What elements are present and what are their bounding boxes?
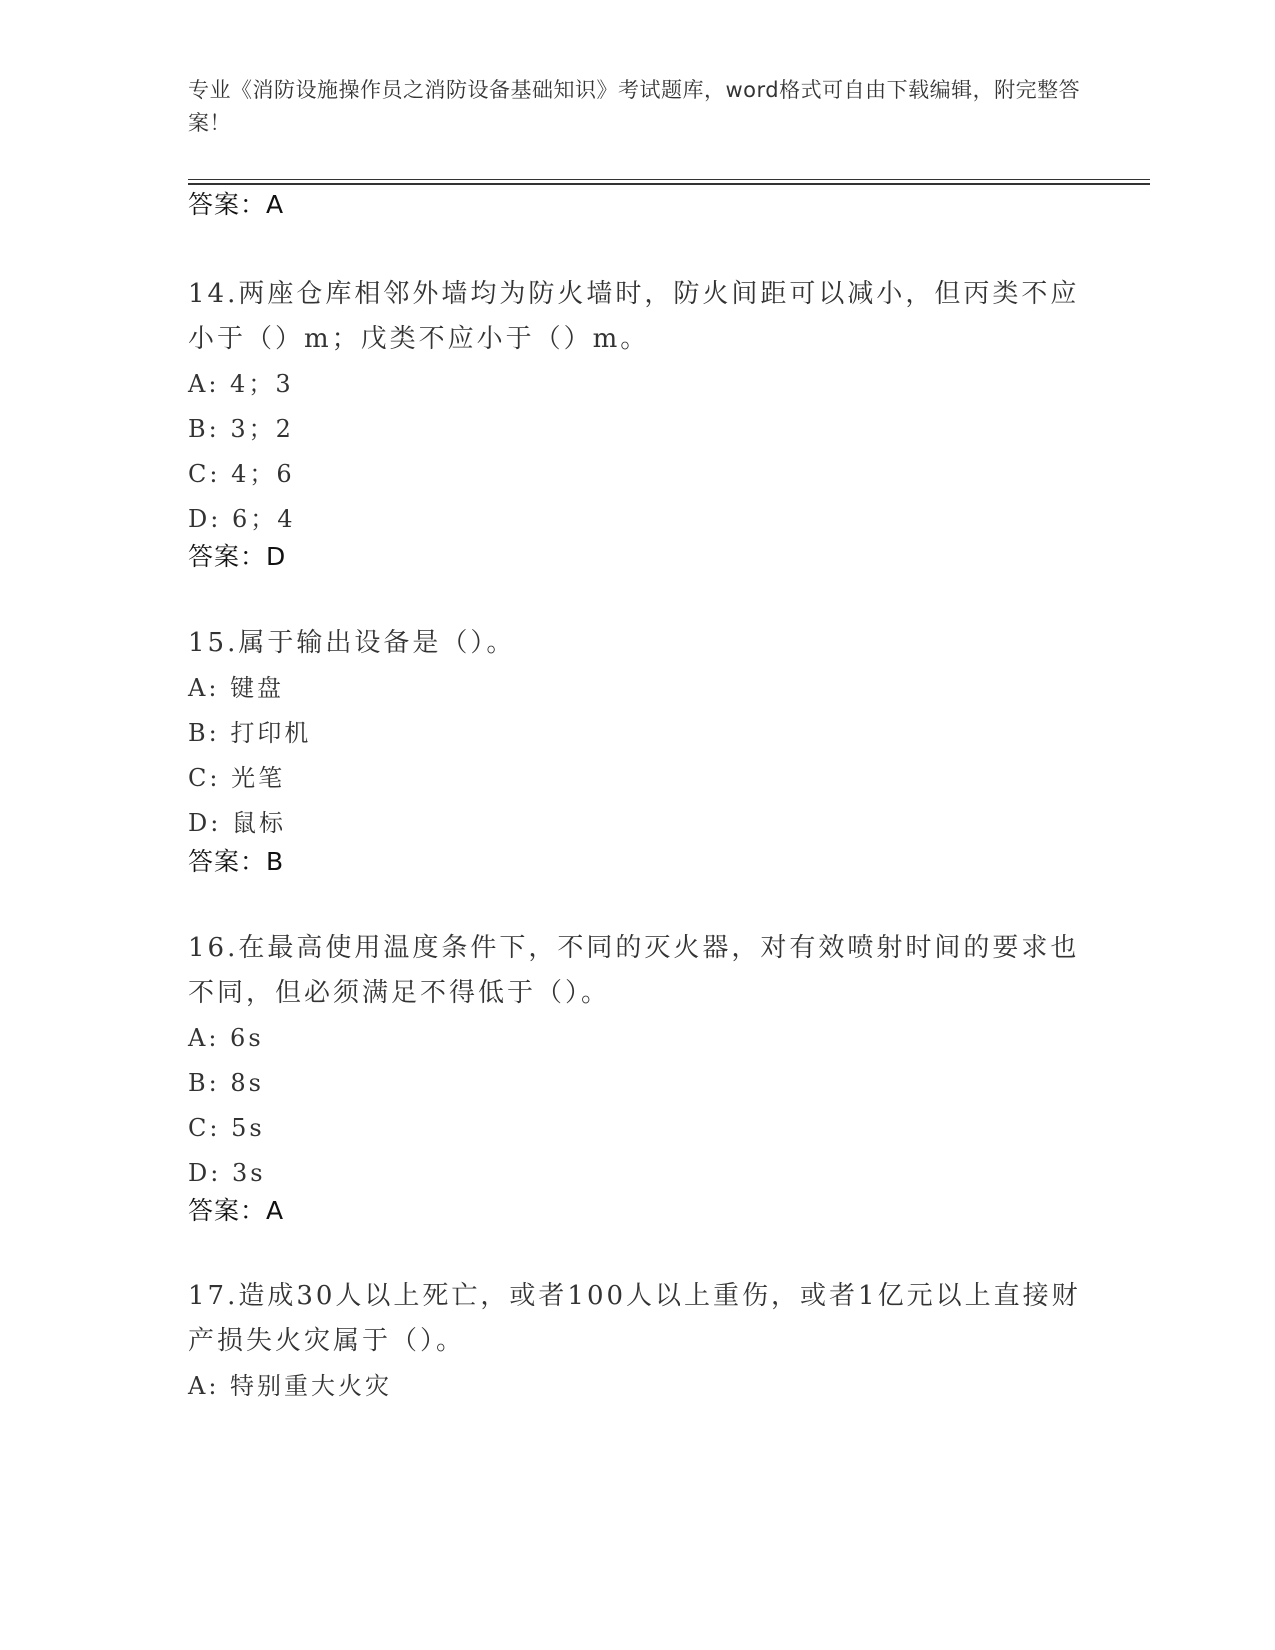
option-d: D: 6；4 — [188, 505, 296, 533]
option-d: D: 鼠标 — [188, 809, 286, 837]
question-text: 15.属于输出设备是（）。 — [188, 628, 516, 658]
header-divider-thick — [188, 183, 1150, 185]
question-text: 16.在最高使用温度条件下，不同的灭火器，对有效喷射时间的要求也不同，但必须满足不得低于（）。 — [188, 933, 1080, 1008]
option-d: D: 3s — [188, 1159, 266, 1187]
header-divider-thin — [188, 179, 1150, 180]
option-b: B: 8s — [188, 1069, 264, 1097]
option-c: C: 光笔 — [188, 764, 286, 792]
question-15 — [188, 621, 1088, 846]
question-text: 17.造成30人以上死亡，或者100人以上重伤，或者1亿元以上直接财产损失火灾属于（）。 — [188, 1281, 1081, 1356]
option-c: C: 5s — [188, 1114, 265, 1142]
question-16 — [188, 926, 1088, 1196]
question-14 — [188, 272, 1088, 542]
document-header: 专业《消防设施操作员之消防设备基础知识》考试题库，word格式可自由下载编辑，附完整答案！ — [188, 78, 1081, 135]
option-a: A: 键盘 — [188, 674, 285, 702]
option-a: A: 6s — [188, 1024, 264, 1052]
option-a: A: 特别重大火灾 — [188, 1372, 393, 1400]
question-text: 14.两座仓库相邻外墙均为防火墙时，防火间距可以减小，但丙类不应小于（）m；戊类不应小于（）m。 — [188, 279, 1080, 354]
option-a: A: 4；3 — [188, 370, 294, 398]
option-b: B: 打印机 — [188, 719, 312, 747]
answer-q13: 答案：A — [188, 190, 285, 219]
answer-q15: 答案：B — [188, 847, 285, 876]
question-17 — [188, 1274, 1088, 1409]
option-c: C: 4；6 — [188, 460, 295, 488]
answer-q16: 答案：A — [188, 1196, 285, 1225]
answer-q14: 答案：D — [188, 542, 287, 571]
option-b: B: 3；2 — [188, 415, 294, 443]
